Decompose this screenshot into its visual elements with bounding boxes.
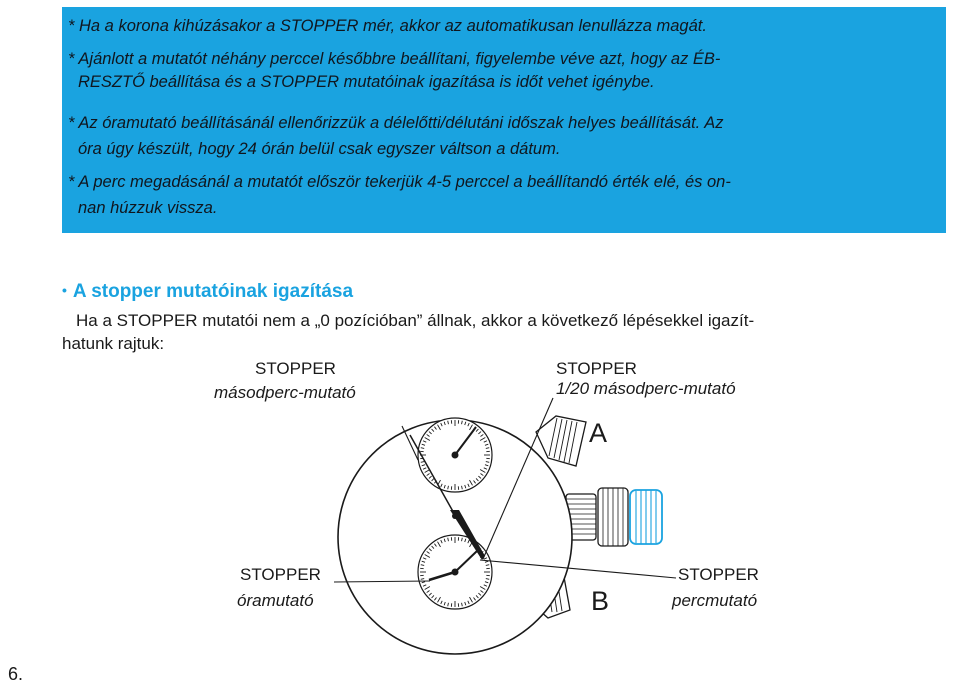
section-body-line1: Ha a STOPPER mutatói nem a „0 pozícióban” állnak, akkor a következő lépésekkel igazít- [76, 311, 755, 330]
note-3-line1: * Az óramutató beállításánál ellenőrizzük a délelőtti/délutáni időszak helyes beállítását. Az [68, 114, 724, 132]
section-body-line2: hatunk rajtuk: [62, 334, 165, 353]
crown-icon [566, 488, 662, 546]
pusher-a-icon [536, 416, 586, 466]
bullet-icon: • [62, 282, 67, 298]
label-stopper-second-hand-1: STOPPER [255, 359, 336, 378]
label-stopper-hour-2: óramutató [237, 591, 314, 610]
note-1: * Ha a korona kihúzásakor a STOPPER mér, akkor az automatikusan lenullázza magát. [68, 17, 707, 35]
note-2-line1: * Ajánlott a mutatót néhány perccel későbbre beállítani, figyelembe véve azt, hogy az ÉB- [68, 50, 721, 68]
label-stopper-minute-1: STOPPER [678, 565, 759, 584]
label-stopper-second-hand-2: másodperc-mutató [214, 383, 356, 402]
note-4-line1: * A perc megadásánál a mutatót először tekerjük 4-5 perccel a beállítandó érték elé, és on- [68, 173, 731, 191]
pusher-b-label: B [591, 586, 610, 616]
pusher-a-label: A [589, 418, 608, 448]
page-number: 6. [8, 664, 24, 684]
note-3-line2: óra úgy készült, hogy 24 órán belül csak egyszer váltson a dátum. [78, 140, 561, 158]
note-2-line2: RESZTŐ beállítása és a STOPPER mutatóinak igazítása is időt vehet igénybe. [78, 73, 655, 91]
section-title: A stopper mutatóinak igazítása [72, 281, 354, 302]
label-stopper-twentieth-1: STOPPER [556, 359, 637, 378]
label-stopper-hour-1: STOPPER [240, 565, 321, 584]
note-4-line2: nan húzzuk vissza. [78, 199, 218, 217]
label-stopper-twentieth-2: 1/20 másodperc-mutató [556, 379, 736, 398]
label-stopper-minute-2: percmutató [672, 591, 758, 610]
